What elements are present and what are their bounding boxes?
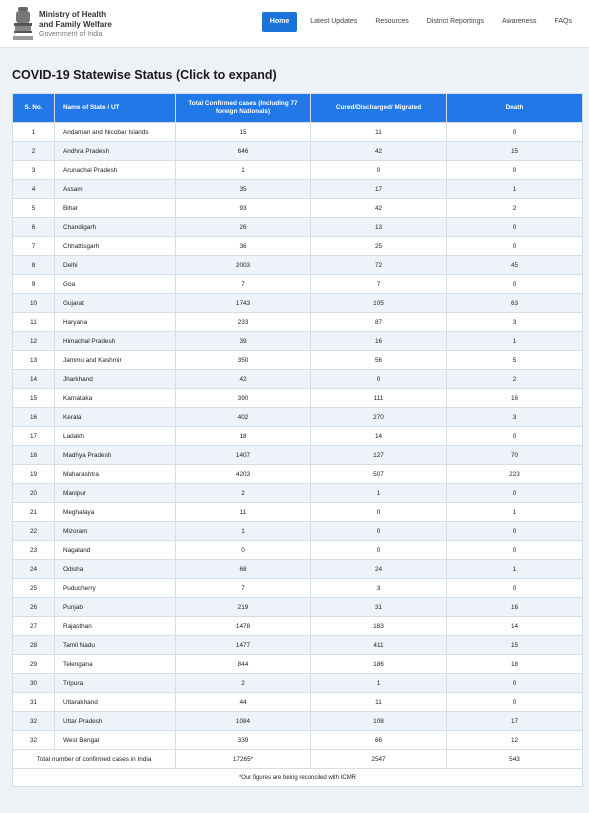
cell-confirmed: 1478 — [176, 617, 311, 636]
table-header-row — [13, 94, 583, 123]
cell-cured: 183 — [311, 617, 447, 636]
cell-state-name: Karnataka — [55, 389, 176, 408]
cell-sno: 7 — [13, 237, 55, 256]
cell-sno: 15 — [13, 389, 55, 408]
cell-death: 2 — [447, 370, 583, 389]
table-row — [13, 503, 583, 522]
cell-cured: 127 — [311, 446, 447, 465]
cell-confirmed: 1743 — [176, 294, 311, 313]
cell-state-name: Tamil Nadu — [55, 636, 176, 655]
cell-sno: 32 — [13, 731, 55, 750]
cell-death: 0 — [447, 693, 583, 712]
cell-sno: 30 — [13, 674, 55, 693]
cell-confirmed: 1407 — [176, 446, 311, 465]
header-death: Death — [447, 94, 583, 123]
cell-confirmed: 233 — [176, 313, 311, 332]
cell-state-name: Bihar — [55, 199, 176, 218]
nav-resources[interactable]: Resources — [375, 18, 409, 25]
cell-confirmed: 1 — [176, 522, 311, 541]
cell-sno: 13 — [13, 351, 55, 370]
header-sno: S. No. — [13, 94, 55, 123]
table-row — [13, 351, 583, 370]
cell-cured: 0 — [311, 503, 447, 522]
cell-cured: 31 — [311, 598, 447, 617]
cell-state-name: Arunachal Pradesh — [55, 161, 176, 180]
cell-sno: 26 — [13, 598, 55, 617]
cell-cured: 270 — [311, 408, 447, 427]
national-emblem-icon — [12, 5, 34, 43]
cell-state-name: Puducherry — [55, 579, 176, 598]
cell-state-name: Assam — [55, 180, 176, 199]
total-death: 543 — [447, 750, 583, 769]
table-body — [13, 123, 583, 750]
header-confirmed: Total Confirmed cases (Including 77 foreign Nationals) — [176, 94, 311, 123]
ministry-line-2: and Family Welfare — [39, 20, 112, 29]
cell-sno: 16 — [13, 408, 55, 427]
cell-sno: 24 — [13, 560, 55, 579]
cell-sno: 12 — [13, 332, 55, 351]
cell-cured: 87 — [311, 313, 447, 332]
cell-confirmed: 0 — [176, 541, 311, 560]
cell-cured: 56 — [311, 351, 447, 370]
table-row — [13, 237, 583, 256]
total-confirmed: 17265* — [176, 750, 311, 769]
cell-death: 18 — [447, 655, 583, 674]
ministry-title[interactable] — [39, 10, 112, 40]
cell-confirmed: 39 — [176, 332, 311, 351]
cell-confirmed: 93 — [176, 199, 311, 218]
cell-confirmed: 7 — [176, 579, 311, 598]
cell-state-name: Telengana — [55, 655, 176, 674]
cell-state-name: Odisha — [55, 560, 176, 579]
table-row — [13, 161, 583, 180]
table-row — [13, 332, 583, 351]
table-row — [13, 541, 583, 560]
cell-death: 3 — [447, 408, 583, 427]
cell-state-name: Meghalaya — [55, 503, 176, 522]
cell-death: 0 — [447, 123, 583, 142]
cell-death: 0 — [447, 674, 583, 693]
cell-confirmed: 42 — [176, 370, 311, 389]
cell-sno: 9 — [13, 275, 55, 294]
cell-death: 1 — [447, 180, 583, 199]
cell-state-name: Haryana — [55, 313, 176, 332]
cell-death: 16 — [447, 389, 583, 408]
cell-state-name: Kerala — [55, 408, 176, 427]
cell-sno: 32 — [13, 712, 55, 731]
cell-cured: 1 — [311, 674, 447, 693]
cell-death: 1 — [447, 503, 583, 522]
cell-sno: 2 — [13, 142, 55, 161]
cell-sno: 20 — [13, 484, 55, 503]
cell-confirmed: 646 — [176, 142, 311, 161]
table-row — [13, 218, 583, 237]
table-row — [13, 731, 583, 750]
cell-sno: 1 — [13, 123, 55, 142]
cell-death: 63 — [447, 294, 583, 313]
cell-cured: 66 — [311, 731, 447, 750]
cell-confirmed: 35 — [176, 180, 311, 199]
cell-sno: 22 — [13, 522, 55, 541]
cell-state-name: Uttar Pradesh — [55, 712, 176, 731]
table-row — [13, 180, 583, 199]
cell-death: 1 — [447, 332, 583, 351]
cell-confirmed: 402 — [176, 408, 311, 427]
cell-confirmed: 26 — [176, 218, 311, 237]
cell-state-name: Goa — [55, 275, 176, 294]
table-row — [13, 560, 583, 579]
cell-death: 2 — [447, 199, 583, 218]
cell-death: 0 — [447, 218, 583, 237]
table-row — [13, 465, 583, 484]
cell-state-name: Madhya Pradesh — [55, 446, 176, 465]
cell-confirmed: 219 — [176, 598, 311, 617]
nav-awareness[interactable]: Awareness — [501, 18, 537, 25]
cell-sno: 25 — [13, 579, 55, 598]
cell-confirmed: 2003 — [176, 256, 311, 275]
table-row — [13, 408, 583, 427]
total-row — [13, 750, 583, 769]
cell-death: 0 — [447, 275, 583, 294]
cell-sno: 3 — [13, 161, 55, 180]
table-row — [13, 636, 583, 655]
cell-cured: 11 — [311, 123, 447, 142]
table-row — [13, 370, 583, 389]
table-row — [13, 294, 583, 313]
cell-cured: 25 — [311, 237, 447, 256]
cell-sno: 19 — [13, 465, 55, 484]
table-row — [13, 674, 583, 693]
cell-sno: 17 — [13, 427, 55, 446]
cell-death: 0 — [447, 522, 583, 541]
cell-confirmed: 11 — [176, 503, 311, 522]
table-row — [13, 427, 583, 446]
cell-cured: 0 — [311, 161, 447, 180]
cell-cured: 0 — [311, 522, 447, 541]
cell-cured: 11 — [311, 693, 447, 712]
cell-confirmed: 2 — [176, 484, 311, 503]
table-row — [13, 123, 583, 142]
cell-state-name: Punjab — [55, 598, 176, 617]
cell-cured: 507 — [311, 465, 447, 484]
cell-cured: 14 — [311, 427, 447, 446]
header-cured: Cured/Discharged/ Migrated — [311, 94, 447, 123]
cell-sno: 10 — [13, 294, 55, 313]
table-row — [13, 389, 583, 408]
cell-sno: 14 — [13, 370, 55, 389]
cell-death: 0 — [447, 427, 583, 446]
cell-sno: 28 — [13, 636, 55, 655]
cell-confirmed: 350 — [176, 351, 311, 370]
cell-sno: 18 — [13, 446, 55, 465]
cell-state-name: Maharashtra — [55, 465, 176, 484]
cell-cured: 72 — [311, 256, 447, 275]
cell-sno: 8 — [13, 256, 55, 275]
cell-state-name: Rajasthan — [55, 617, 176, 636]
cell-cured: 411 — [311, 636, 447, 655]
cell-cured: 42 — [311, 142, 447, 161]
cell-confirmed: 15 — [176, 123, 311, 142]
cell-confirmed: 7 — [176, 275, 311, 294]
cell-death: 16 — [447, 598, 583, 617]
cell-state-name: Tripura — [55, 674, 176, 693]
header-name: Name of State / UT — [55, 94, 176, 123]
cell-state-name: Jharkhand — [55, 370, 176, 389]
cell-cured: 17 — [311, 180, 447, 199]
cell-death: 14 — [447, 617, 583, 636]
cell-state-name: Ladakh — [55, 427, 176, 446]
cell-state-name: Nagaland — [55, 541, 176, 560]
cell-cured: 105 — [311, 294, 447, 313]
cell-state-name: Uttarakhand — [55, 693, 176, 712]
cell-state-name: Manipur — [55, 484, 176, 503]
statewise-status-title[interactable]: COVID-19 Statewise Status (Click to expand) — [12, 68, 277, 82]
cell-sno: 27 — [13, 617, 55, 636]
footnote-row — [13, 769, 583, 787]
cell-confirmed: 339 — [176, 731, 311, 750]
table-row — [13, 199, 583, 218]
cell-confirmed: 68 — [176, 560, 311, 579]
cell-death: 15 — [447, 142, 583, 161]
cell-death: 3 — [447, 313, 583, 332]
cell-death: 0 — [447, 541, 583, 560]
table-row — [13, 712, 583, 731]
cell-cured: 13 — [311, 218, 447, 237]
cell-state-name: Chhattisgarh — [55, 237, 176, 256]
cell-death: 223 — [447, 465, 583, 484]
cell-cured: 0 — [311, 541, 447, 560]
cell-confirmed: 390 — [176, 389, 311, 408]
table-row — [13, 693, 583, 712]
footnote: *Our figures are being reconciled with ICMR — [13, 769, 583, 787]
cell-state-name: Andaman and Nicobar Islands — [55, 123, 176, 142]
cell-confirmed: 1477 — [176, 636, 311, 655]
nav-faqs[interactable]: FAQs — [554, 18, 572, 25]
cell-state-name: Jammu and Kashmir — [55, 351, 176, 370]
total-cured: 2547 — [311, 750, 447, 769]
cell-confirmed: 44 — [176, 693, 311, 712]
cell-death: 45 — [447, 256, 583, 275]
table-row — [13, 256, 583, 275]
cell-death: 12 — [447, 731, 583, 750]
cell-confirmed: 2 — [176, 674, 311, 693]
table-row — [13, 313, 583, 332]
ministry-line-3: Government of India — [39, 31, 103, 38]
table-row — [13, 655, 583, 674]
cell-sno: 31 — [13, 693, 55, 712]
cell-state-name: Delhi — [55, 256, 176, 275]
cell-cured: 24 — [311, 560, 447, 579]
cell-state-name: Andhra Pradesh — [55, 142, 176, 161]
main-nav — [262, 12, 581, 32]
cell-death: 70 — [447, 446, 583, 465]
cell-sno: 21 — [13, 503, 55, 522]
cell-state-name: Chandigarh — [55, 218, 176, 237]
table-row — [13, 484, 583, 503]
table-row — [13, 598, 583, 617]
cell-confirmed: 36 — [176, 237, 311, 256]
cell-cured: 108 — [311, 712, 447, 731]
cell-confirmed: 1084 — [176, 712, 311, 731]
cell-sno: 11 — [13, 313, 55, 332]
cell-cured: 16 — [311, 332, 447, 351]
table-row — [13, 446, 583, 465]
nav-district-reportings[interactable]: District Reportings — [426, 18, 484, 25]
cell-cured: 7 — [311, 275, 447, 294]
cell-state-name: Himachal Pradesh — [55, 332, 176, 351]
cell-cured: 3 — [311, 579, 447, 598]
cell-confirmed: 1 — [176, 161, 311, 180]
cell-death: 5 — [447, 351, 583, 370]
cell-cured: 1 — [311, 484, 447, 503]
cell-confirmed: 18 — [176, 427, 311, 446]
nav-latest-updates[interactable]: Latest Updates — [310, 18, 358, 25]
cell-cured: 111 — [311, 389, 447, 408]
table-row — [13, 617, 583, 636]
cell-cured: 0 — [311, 370, 447, 389]
cell-cured: 42 — [311, 199, 447, 218]
nav-home[interactable]: Home — [262, 12, 297, 32]
cell-confirmed: 844 — [176, 655, 311, 674]
cell-state-name: Gujarat — [55, 294, 176, 313]
table-row — [13, 522, 583, 541]
cell-sno: 4 — [13, 180, 55, 199]
ministry-line-1: Ministry of Health — [39, 10, 107, 19]
table-row — [13, 275, 583, 294]
cell-death: 0 — [447, 484, 583, 503]
site-header — [0, 0, 589, 48]
cell-confirmed: 4203 — [176, 465, 311, 484]
statewise-table — [12, 93, 583, 787]
cell-death: 17 — [447, 712, 583, 731]
cell-cured: 186 — [311, 655, 447, 674]
table-row — [13, 579, 583, 598]
cell-death: 0 — [447, 579, 583, 598]
cell-death: 0 — [447, 237, 583, 256]
cell-death: 1 — [447, 560, 583, 579]
cell-death: 0 — [447, 161, 583, 180]
total-label: Total number of confirmed cases in India — [13, 750, 176, 769]
table-row — [13, 142, 583, 161]
cell-sno: 29 — [13, 655, 55, 674]
cell-death: 15 — [447, 636, 583, 655]
cell-sno: 6 — [13, 218, 55, 237]
cell-state-name: Mizoram — [55, 522, 176, 541]
cell-sno: 23 — [13, 541, 55, 560]
cell-sno: 5 — [13, 199, 55, 218]
cell-state-name: West Bengal — [55, 731, 176, 750]
